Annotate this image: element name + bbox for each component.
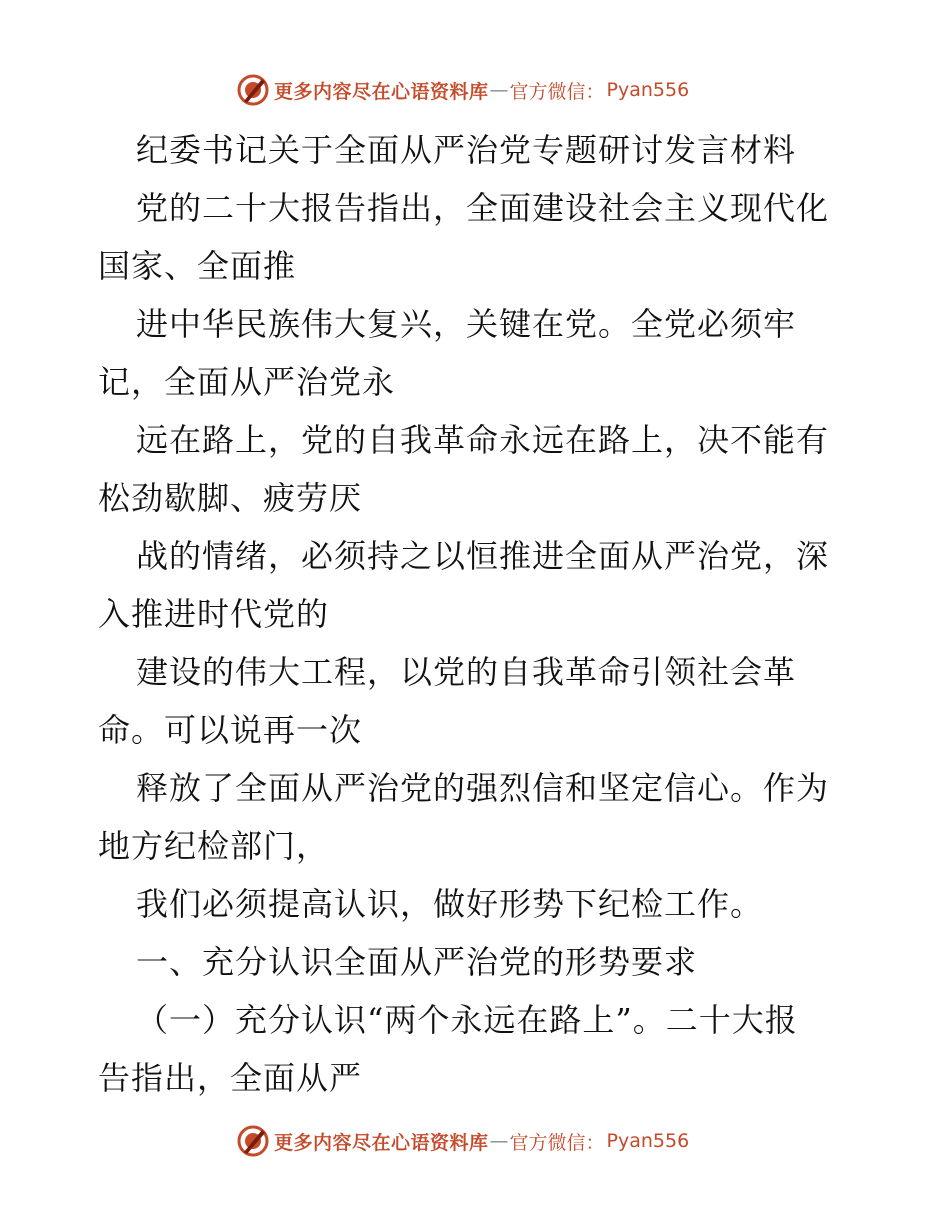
banner-dash: — [489, 1130, 509, 1152]
text-line: 建设的伟大工程，以党的自我革命引领社会革 [136, 653, 797, 691]
banner-dash: — [489, 79, 509, 101]
pen-logo-icon [236, 73, 270, 107]
header-banner [236, 73, 689, 107]
footer-banner [236, 1124, 689, 1158]
text-line: 我们必须提高认识，做好形势下纪检工作。 [136, 885, 764, 923]
text-line: 党的二十大报告指出，全面建设社会主义现代化 [136, 189, 830, 227]
banner-wechat-id: Pyan556 [606, 1130, 690, 1152]
text-line: 记，全面从严治党永 [98, 363, 396, 401]
text-line: 纪委书记关于全面从严治党专题研讨发言材料 [136, 131, 797, 169]
document-body [98, 121, 858, 1107]
text-line: 松劲歇脚、疲劳厌 [98, 479, 363, 517]
text-line: 远在路上，党的自我革命永远在路上，决不能有 [136, 421, 830, 459]
text-line: 命。可以说再一次 [98, 711, 363, 749]
text-line: 告指出，全面从严 [98, 1059, 363, 1097]
banner-brand: 更多内容尽在心语资料库 [274, 80, 489, 103]
text-line: 地方纪检部门， [98, 827, 330, 865]
banner-label: 官方微信： [509, 1131, 605, 1154]
banner-label: 官方微信： [509, 80, 605, 103]
text-line: 入推进时代党的 [98, 595, 330, 633]
text-line: 释放了全面从严治党的强烈信和坚定信心。作为 [136, 769, 830, 807]
banner-brand: 更多内容尽在心语资料库 [274, 1131, 489, 1154]
text-line: 国家、全面推 [98, 247, 297, 285]
banner-wechat-id: Pyan556 [606, 79, 690, 101]
text-line: （一）充分认识“两个永远在路上”。二十大报 [136, 1001, 798, 1039]
pen-logo-icon [236, 1124, 270, 1158]
text-line: 一、充分认识全面从严治党的形势要求 [136, 943, 698, 981]
text-line: 进中华民族伟大复兴，关键在党。全党必须牢 [136, 305, 797, 343]
text-line: 战的情绪，必须持之以恒推进全面从严治党，深 [136, 537, 830, 575]
